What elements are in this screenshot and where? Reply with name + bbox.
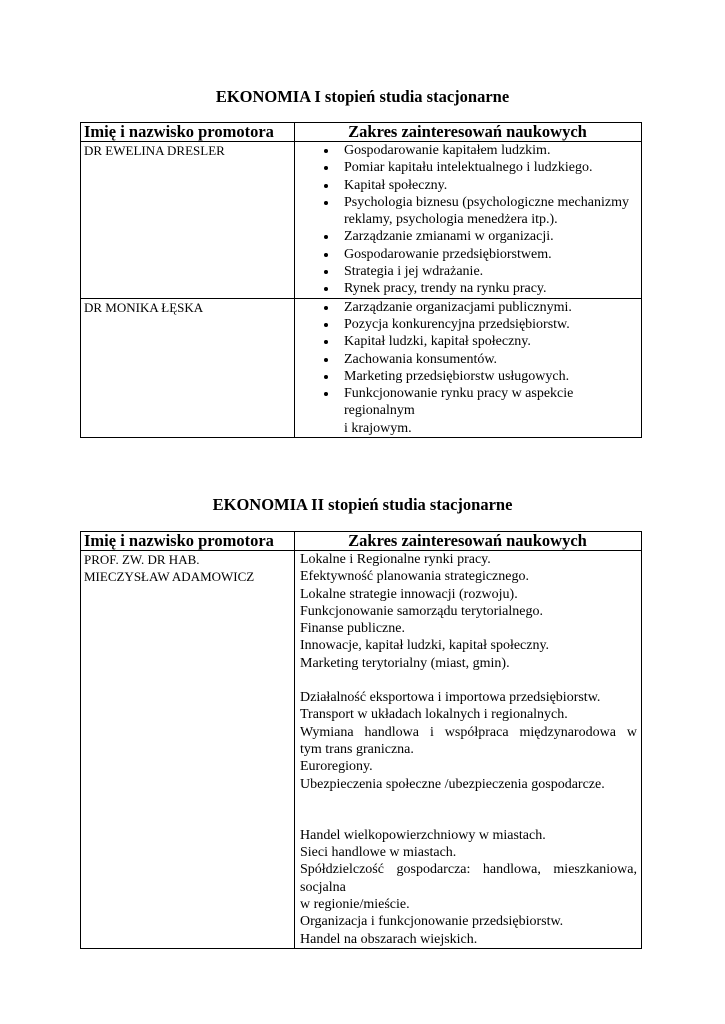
interest-line: Spółdzielczość gospodarcza: handlowa, mieszkaniowa, [300, 862, 637, 878]
header-promoter: Imię i nazwisko promotora [81, 123, 295, 142]
table-row [81, 551, 642, 949]
table-header-row [81, 123, 642, 142]
section-title-ekonomia-2: EKONOMIA II stopień studia stacjonarne [212, 495, 513, 514]
list-item-line: regionalnym [344, 403, 415, 419]
list-item: Kapitał społeczny. [344, 177, 637, 194]
interest-line: Sieci handlowe w miastach. [300, 845, 457, 861]
interests-list [298, 142, 637, 298]
promoter-name: DR EWELINA DRESLER [81, 142, 295, 299]
list-item: Gospodarowanie przedsiębiorstwem. [344, 246, 637, 263]
list-item: Rynek pracy, trendy na rynku pracy. [344, 280, 637, 297]
table-row [81, 142, 642, 299]
list-item: Marketing przedsiębiorstw usługowych. [344, 368, 637, 385]
promoter-name-line: PROF. ZW. DR HAB. [84, 552, 200, 567]
interest-line: Euroregiony. [300, 759, 373, 775]
interest-line: Funkcjonowanie samorządu terytorialnego. [300, 603, 543, 619]
promoter-name-cell [81, 551, 295, 949]
interest-line: Transport w układach lokalnych i regionalnych. [300, 707, 568, 723]
section-title-ekonomia-1: EKONOMIA I stopień studia stacjonarne [215, 87, 510, 106]
interest-line: Działalność eksportowa i importowa przedsiębiorstw. [300, 690, 601, 706]
interest-line: Lokalne strategie innowacji (rozwoju). [300, 586, 518, 602]
list-item-line: i krajowym. [344, 420, 412, 436]
interests-cell [295, 298, 642, 437]
list-item: Pozycja konkurencyjna przedsiębiorstw. [344, 316, 637, 333]
interest-line: Finanse publiczne. [300, 621, 405, 637]
interest-line: w regionie/mieście. [300, 897, 410, 913]
interests-cell [295, 142, 642, 299]
header-interests: Zakres zainteresowań naukowych [295, 123, 642, 142]
interest-line: Wymiana handlowa i współpraca międzynarodowa w [300, 724, 637, 740]
list-item [344, 385, 637, 437]
interest-line: Innowacje, kapitał ludzki, kapitał społeczny. [300, 638, 550, 654]
list-item-line: Funkcjonowanie rynku pracy w aspekcie [344, 386, 574, 402]
list-item: Zarządzanie organizacjami publicznymi. [344, 299, 637, 316]
interest-line: Handel na obszarach wiejskich. [300, 931, 478, 947]
header-promoter: Imię i nazwisko promotora [81, 532, 295, 551]
list-item: Gospodarowanie kapitałem ludzkim. [344, 142, 637, 159]
table-row [81, 298, 642, 437]
list-item: Pomiar kapitału intelektualnego i ludzkiego. [344, 159, 637, 176]
interest-line: Lokalne i Regionalne rynki pracy. [300, 552, 491, 567]
promoter-name-line: MIECZYSŁAW ADAMOWICZ [84, 569, 255, 585]
table-header-row [81, 532, 642, 551]
promoter-table-2 [80, 531, 642, 949]
list-item: Kapitał ludzki, kapitał społeczny. [344, 333, 637, 350]
promoter-name: DR MONIKA ŁĘSKA [81, 298, 295, 437]
interest-line: Efektywność planowania strategicznego. [300, 569, 529, 585]
list-item: Zachowania konsumentów. [344, 351, 637, 368]
list-item: Zarządzanie zmianami w organizacji. [344, 228, 637, 245]
interest-line: Handel wielkopowierzchniowy w miastach. [300, 827, 546, 843]
list-item: Psychologia biznesu (psychologiczne mechanizmy reklamy, psychologia menedżera itp.). [344, 194, 637, 229]
promoter-table-1 [80, 122, 642, 438]
interests-cell [295, 551, 642, 949]
interests-list [298, 299, 637, 437]
interest-line: tym trans graniczna. [300, 741, 414, 757]
list-item: Strategia i jej wdrażanie. [344, 263, 637, 280]
interest-line: Marketing terytorialny (miast, gmin). [300, 655, 510, 671]
header-interests: Zakres zainteresowań naukowych [295, 532, 642, 551]
interest-line: socjalna [300, 879, 346, 895]
interest-line: Ubezpieczenia społeczne /ubezpieczenia gospodarcze. [300, 776, 605, 792]
interest-line: Organizacja i funkcjonowanie przedsiębiorstw. [300, 914, 564, 930]
